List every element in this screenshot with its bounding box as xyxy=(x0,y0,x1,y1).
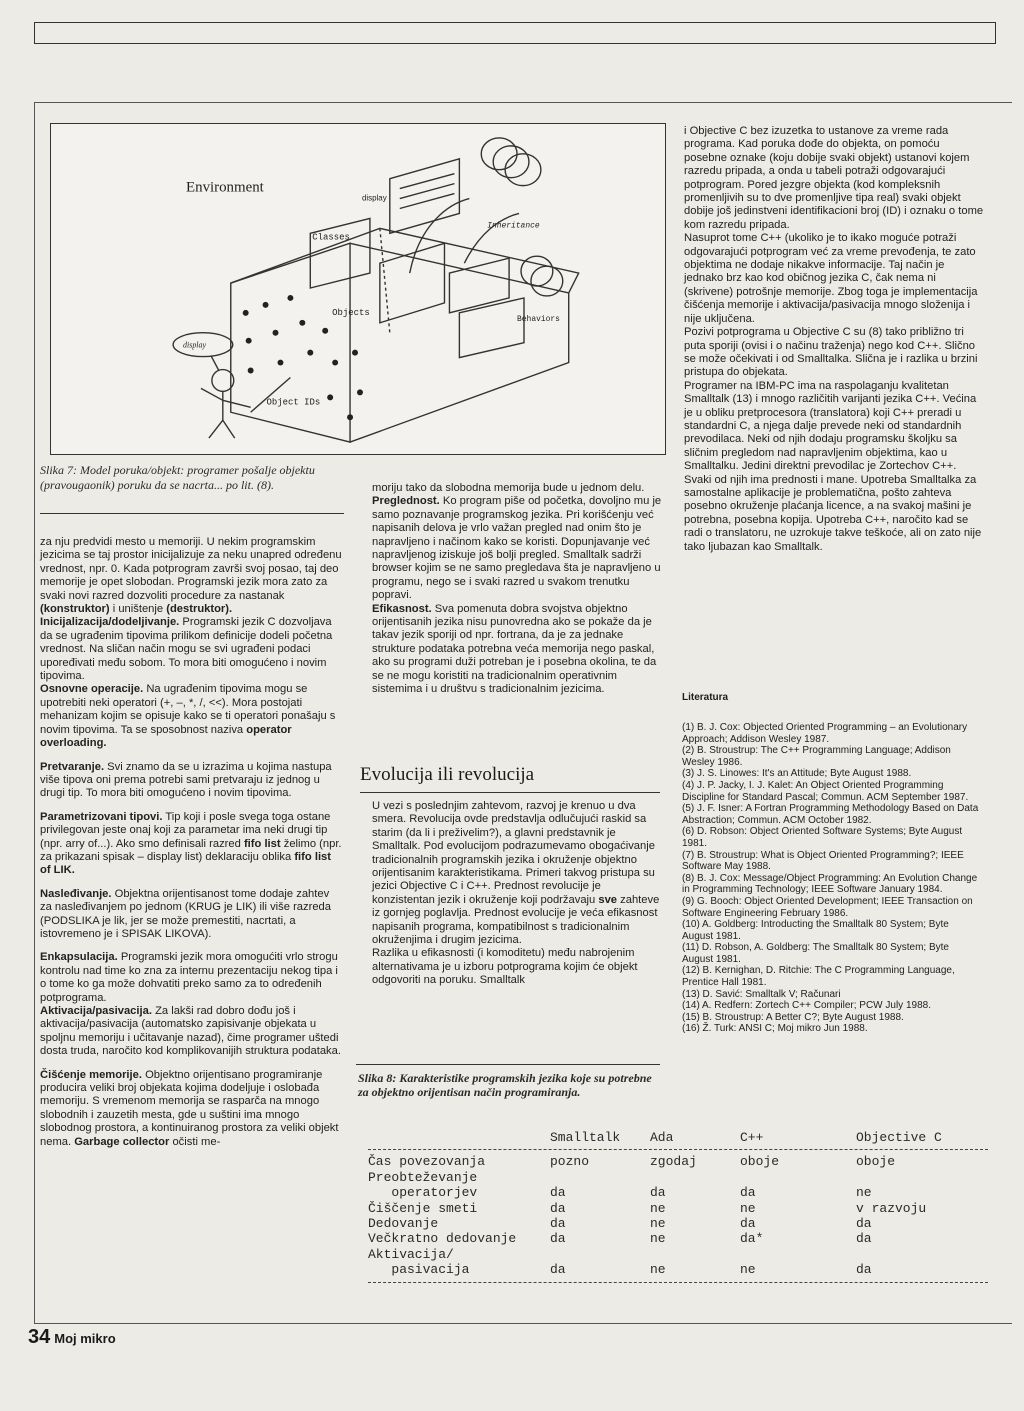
label-display: display xyxy=(361,193,387,203)
run-in-heading: Preglednost. xyxy=(372,495,440,508)
table-header-cell: Smalltalk xyxy=(550,1130,621,1145)
paragraph: Inicijalizacija/dodeljivanje. Programski jezik C dozvoljava da se ugrađenim tipovima prilikom definicije dodeli početna vrednost. Na sličan način mogu se svi ugrađeni podaci upoređivati među sobom. To mora biti omogućeno i novim tipovima. xyxy=(40,616,333,683)
paragraph: Razlika u efikasnosti (i komoditetu) među nabrojenim alternativama je u izboru potprograma kojim će objekt odgovoriti na poruku. Smalltalk xyxy=(372,947,638,987)
page-footer xyxy=(28,1326,116,1349)
object-card xyxy=(380,243,445,323)
table-rule xyxy=(368,1282,988,1283)
reference: (4) J. P. Jacky, I. J. Kalet: An Object Oriented Programming Discipline for Standard Pascal; Commun. ACM September 1987. xyxy=(682,779,969,803)
literature-title: Literatura xyxy=(682,692,729,703)
table-rule xyxy=(368,1149,988,1150)
figure-7-caption: Slika 7: Model poruka/objekt: programer pošalje objektu (pravougaonik) poruku da se nacrta... po lit. (8). xyxy=(40,463,315,492)
table-row: pasivacija da ne ne da xyxy=(368,1262,872,1278)
run-in-heading: Osnovne operacije. xyxy=(40,683,144,696)
reference: (6) D. Robson: Object Oriented Software Systems; Byte August 1981. xyxy=(682,826,963,849)
reference: (14) A. Redfern: Zortech C++ Compiler; PCW July 1988. xyxy=(682,1000,931,1012)
column-2-bottom xyxy=(372,800,662,988)
table-header-cell: C++ xyxy=(740,1130,764,1145)
table-header-cell: Objective C xyxy=(856,1130,942,1145)
paragraph: Efikasnost. Sva pomenuta dobra svojstva objektno orijentisanih jezika nisu punovredna ako se pokaže da je takav jezik sporiji od npr. fortrana, da je za jednake strukture podataka potrebna veća memorija nego paskal, ako su programi duži potreban je i posebna okolina, te da se ne mogu koristiti na tradicionalnim operativnim sistemima i u društvu s tradicionalnim jezicima. xyxy=(372,602,657,696)
run-in-heading: Efikasnost. xyxy=(372,602,432,615)
caption-rule xyxy=(40,513,344,514)
reference: (12) B. Kernighan, D. Ritchie: The C Programming Language, Prentice Hall 1981. xyxy=(682,965,955,989)
table-row: Čas povezovanja pozno zgodaj oboje oboje xyxy=(368,1154,896,1170)
run-in-heading: Pretvaranje. xyxy=(40,760,105,773)
paragraph: Enkapsulacija. Programski jezik mora omogućiti vrlo strogu kontrolu nad time ko zna za internu prezentaciju nekog tipa i o tome ko ga može dohvatiti preko samo za to određenih potprograma. xyxy=(40,951,338,1004)
reference: (9) G. Booch: Object Oriented Development; IEEE Transaction on Software Engineering February 1986. xyxy=(682,895,973,919)
column-1 xyxy=(40,536,342,1149)
paragraph: i Objective C bez izuzetka to ustanove za vreme rada programa. Kad poruka dođe do objekta, on pomoću posebne oznake (koju dobije svaki objekt) ustanovi kojem razredu pripada, a onda u tabeli potraži odgovarajući potprogram. Pored jezgre objekta (kod kompleksnih promenljivih su to dve promenljive tipa real) svaki objekt dobije još jedinstveni identifikacioni broj (ID) i oznaku o tome kom razredu pripada. xyxy=(684,125,984,231)
reference: (10) A. Goldberg: Introducting the Smalltalk 80 System; Byte August 1981. xyxy=(682,919,949,942)
header-box xyxy=(34,22,996,44)
paragraph: Osnovne operacije. Na ugrađenim tipovima mogu se upotrebiti neki operatori (+, –, *, /, <<). Mora postojati mehanizam kojim se opisuje kako se ti operatori ponašaju s novim tipovima. Ta se sposobnost naziva operator overloading. xyxy=(40,683,336,750)
table-row: Aktivacija/ xyxy=(368,1246,454,1262)
reference: (7) B. Stroustrup: What is Object Oriented Programming?; IEEE Software May 1988. xyxy=(682,849,964,873)
magazine-name: Moj mikro xyxy=(54,1331,116,1346)
reference: (15) B. Stroustrup: A Better C?; Byte August 1988. xyxy=(682,1011,904,1023)
column-2-top xyxy=(372,482,662,697)
reference: (16) Ž. Turk: ANSI C; Moj mikro Jun 1988. xyxy=(682,1023,868,1035)
reference: (8) B. J. Cox: Message/Object Programming: An Evolution Change in Programming Technology; IEEE Software January 1984. xyxy=(682,872,978,896)
label-classes: Classes xyxy=(312,232,350,243)
heading-rule xyxy=(360,792,660,793)
paragraph: Parametrizovani tipovi. Tip koji i posle svega toga ostane privilegovan jeste onaj koji za parametar ima neki drugi tip (npr. arry of...). Ako smo definisali razred fifo list želimo (npr. za prikazani spisak – display list) deklaraciju oblika fifo list of LIK. xyxy=(40,810,342,877)
page-number: 34 xyxy=(28,1326,51,1348)
reference: (3) J. S. Linowes: It's an Attitude; Byte August 1988. xyxy=(682,768,912,780)
run-in-heading: Čišćenje memorije. xyxy=(40,1068,142,1081)
paragraph: Programer na IBM-PC ima na raspolaganju kvalitetan Smalltalk (13) i mnogo različitih varijanti jezika C++. Većina je u obliku pretprocesora (translatora) koji C++ preradi u standardni C, a njega dalje prevede neki od standardnih prevodilaca. Neki od njih dodaju programsku školjku sa sličnim pregledom nad napravljenim objektima, kao u Smalltalku. Jedini direktni prevodilac je Zortechov C++. xyxy=(684,379,977,473)
run-in-heading: Inicijalizacija/dodeljivanje. xyxy=(40,616,180,629)
label-objects: Objects xyxy=(332,307,370,318)
label-inheritance: Inheritance xyxy=(487,221,540,231)
label-speech: display xyxy=(183,340,206,350)
comparison-table xyxy=(368,1130,988,1287)
reference: (5) J. F. Isner: A Fortran Programming Methodology Based on Data Abstraction; Commun. ACM October 1982. xyxy=(682,803,979,826)
paragraph: moriju tako da slobodna memorija bude u jednom delu. xyxy=(372,482,645,494)
label-behaviors: Behaviors xyxy=(517,314,560,324)
reference: (2) B. Stroustrup: The C++ Programming Language; Addison Wesley 1986. xyxy=(682,745,951,768)
column-3 xyxy=(684,125,984,554)
reference: (13) D. Savić: Smalltalk V; Računari xyxy=(682,988,841,1000)
reference: (11) D. Robson, A. Goldberg: The Smalltalk 80 System; Byte August 1981. xyxy=(682,942,949,965)
paragraph: U vezi s poslednjim zahtevom, razvoj je krenuo u dva smera. Revolucija ovde predstavlja odlučujući raskid sa starim (da li i preživelim?), a glavni predstavnik je Smalltalk. Pod evolucijom podrazumevamo obogaćivanje tradicionalnih programskih jezika i okruženje objektno orijentisanim karakteristikama. Primeri takvog pristupa su jezici Objective C i C++. Prednost revolucije je konzistentan jezik i okruženje koji podržavaju sve zahteve iz gornjeg poglavlja. Prednost evolucije je veća efikasnost napisanih programa, kompatibilnost s tradicionalnim okruženjima i drugim jezicima. xyxy=(372,800,660,947)
paragraph: Aktivacija/pasivacija. Za lakši rad dobro dođu još i aktivacija/pasivacija (automatsko zapisivanje objekata u spoljnu memoriju i učitavanje nazad), čime programer uštedi dosta truda, naročito kod komplikovanijih struktura podataka. xyxy=(40,1005,341,1058)
caption-rule xyxy=(356,1064,660,1065)
figure-object-model xyxy=(50,123,666,455)
table-row: Dedovanje da ne da da xyxy=(368,1216,872,1232)
table-header-cell xyxy=(368,1130,550,1145)
run-in-heading: Enkapsulacija. xyxy=(40,951,118,964)
paragraph: za nju predvidi mesto u memoriji. U nekim programskim jezicima se taj prostor inicijalizuje za neku unapred određenu vrednost, npr. 0. Kada potprogram završi svoj posao, taj deo memorije je opet slobodan. Programski jezik mora zato za svaki novi razred dozvoliti procedure za nastanak (konstruktor) i uništenje (destruktor). xyxy=(40,536,342,616)
table-row: operatorjev da da da ne xyxy=(368,1185,872,1201)
paragraph: Pretvaranje. Svi znamo da se u izrazima u kojima nastupa više tipova oni prema potrebi sami pretvaraju iz jednog u drugi tip. To mora biti omogućeno i novim tipovima. xyxy=(40,760,332,800)
figure-illustration xyxy=(51,124,665,454)
paragraph: Pozivi potprograma u Objective C su (8) tako približno tri puta sporiji (ovisi i o načinu traženja) nego kod C++. Slično se može očekivati i od Smalltalka. Slična je i razlika u brzini pristupa do objekata. xyxy=(684,326,978,379)
table-row: Preobteževanje xyxy=(368,1169,478,1185)
section-heading: Evolucija ili revolucija xyxy=(360,764,535,785)
references-list xyxy=(682,722,982,1035)
table-header-cell: Ada xyxy=(650,1130,674,1145)
paragraph: Nasleđivanje. Objektna orijentisanost tome dodaje zahtev za nasleđivanjem po jednom (KRUG je LIK) ili više razreda (PODSLIKA je lik, jer se može premestiti, nacrtati, a istovremeno je i SPISAK LIKOVA). xyxy=(40,887,332,940)
label-object-ids: Object IDs xyxy=(266,397,321,408)
run-in-heading: Parametrizovani tipovi. xyxy=(40,810,163,823)
paragraph: Svaki od njih ima prednosti i mane. Upotreba Smalltalka za samostalne aplikacije je problematična, pošto zahteva posebno okruženje plaćanja licence, a na svakoj mašini je potrebna, posebna kopija. Upotreba C++, naročito kad se radi o translatoru, ne uzrokuje takve teškoće, ali on zato nije tako ljubazan kao Smalltalk. xyxy=(684,473,982,553)
label-environment: Environment xyxy=(186,179,264,196)
table-row: Čiščenje smeti da ne ne v razvoju xyxy=(368,1200,927,1216)
run-in-heading: Nasleđivanje. xyxy=(40,887,112,900)
paragraph: Čišćenje memorije. Objektno orijentisano programiranje producira veliki broj objekata kojima dodeljuje i oslobađa memoriju. S vremenom memorija se rasparča na mnogo slobodnih i zauzetih mesta, gde u suštini ima mnogo slobodnog prostora, a kontinuiranog prostora za veliki objekt nema. Garbage collector očisti me- xyxy=(40,1068,339,1148)
paragraph: Preglednost. Ko program piše od početka, dovoljno mu je samo poznavanje programskog jezika. Pri korišćenju već napisanih delova je vrlo važan pregled nad onim što je napravljeno i načinom kako se koristi. Dopunjavanje već napravljenog iziskuje još bolji pregled. Smalltalk sadrži browser kojim se ne samo pregledava šta je napravljeno u programu, nego se i svaki razred u svakom trenutku popravi. xyxy=(372,495,662,602)
class-card-top xyxy=(390,159,460,234)
figure-8-caption: Slika 8: Karakteristike programskih jezika koje su potrebne za objektno orijentisan način programiranja. xyxy=(358,1071,652,1099)
paragraph: Nasuprot tome C++ (ukoliko je to ikako moguće potraži odgovarajući potprogram već za vreme prevođenja, te zato objektima ne dodaje nikakve informacije. Taj način je jednako brz kao kod običnog jezika C, čak nema ni (skrivene) potrošnje memorije. Zbog toga je implementacija čišćenja memorije i aktivacija/pasivacija mnogo složenija i nije uključena. xyxy=(684,232,978,325)
table-row: Večkratno dedovanje da ne da* da xyxy=(368,1231,872,1247)
table-header xyxy=(368,1130,988,1145)
reference: (1) B. J. Cox: Objected Oriented Programming – an Evolutionary Approach; Addison Wesley 1987. xyxy=(682,722,968,745)
run-in-heading: Aktivacija/pasivacija. xyxy=(40,1005,152,1017)
